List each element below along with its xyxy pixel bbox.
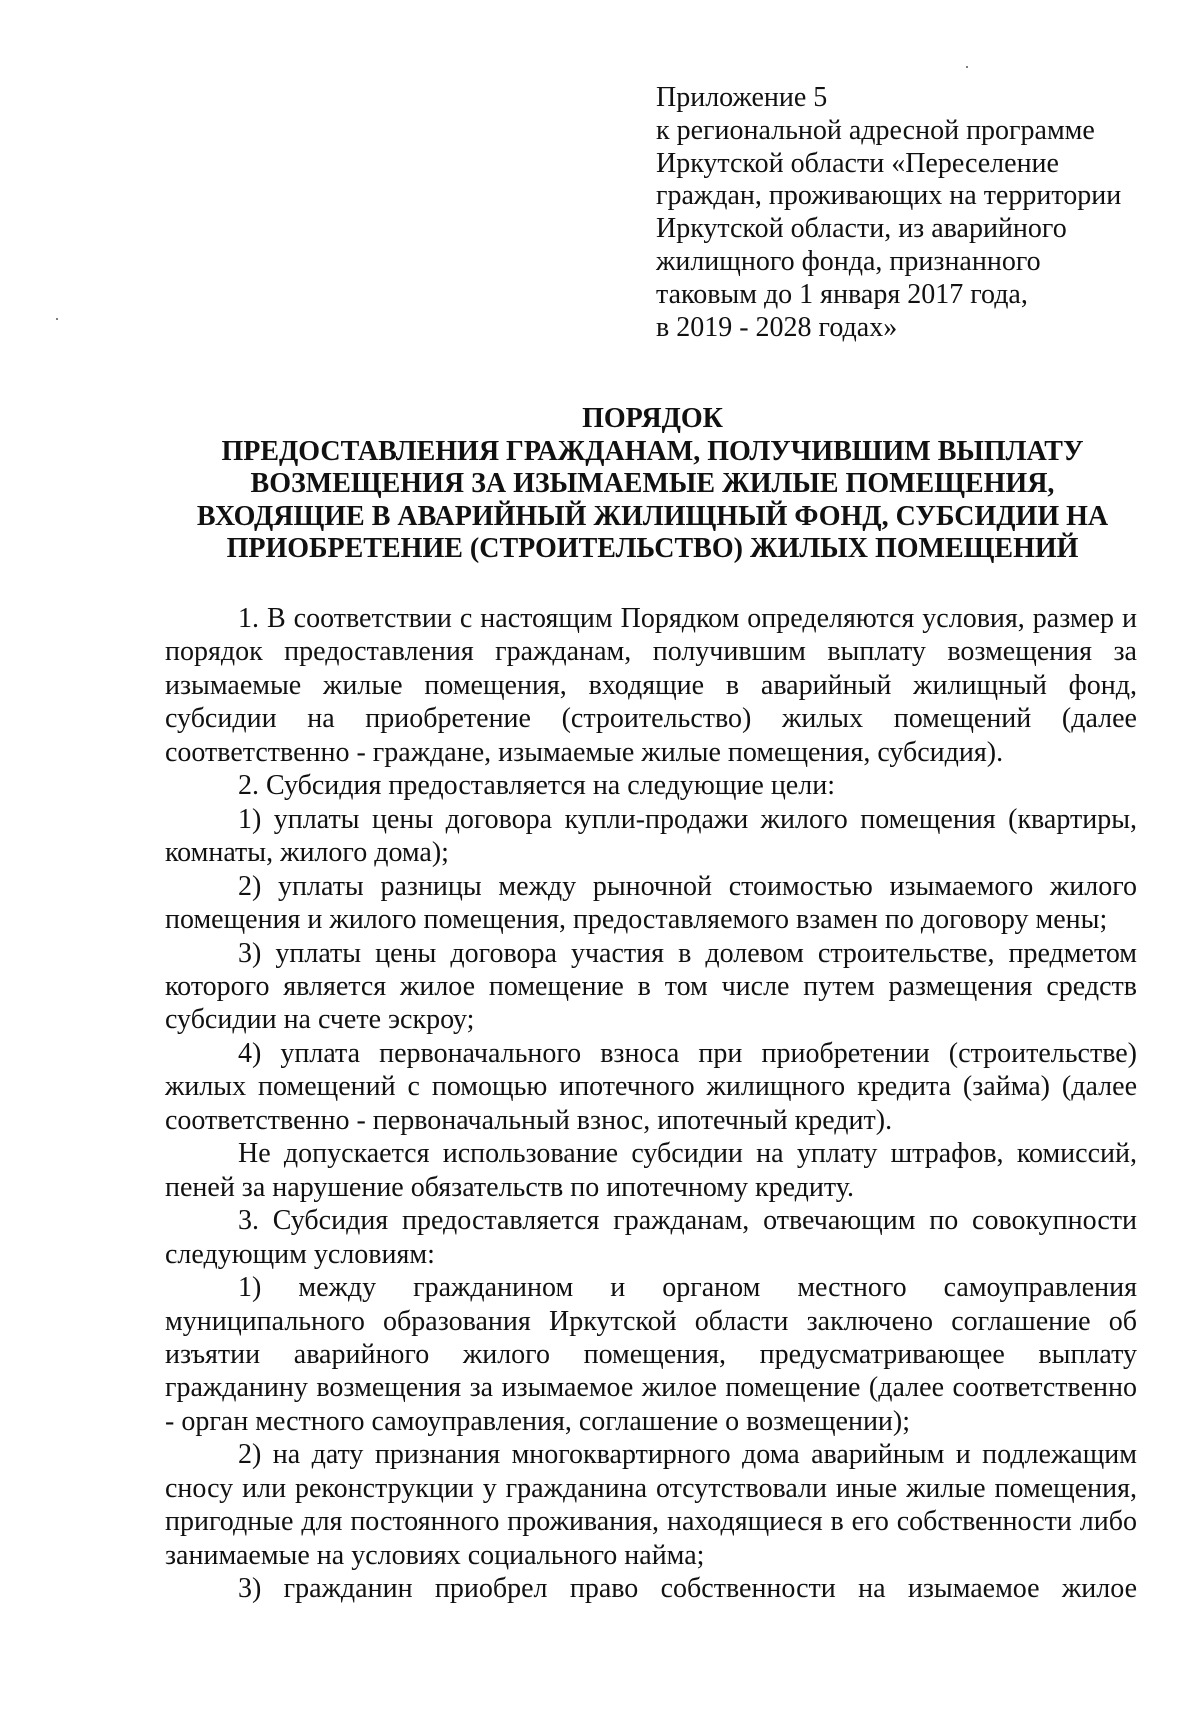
paragraph: 3) гражданин приобрел право собственности на изымаемое жилое	[238, 1573, 1137, 1605]
paragraph: 4) уплата первоначального взноса при приобретении (строительстве) жилых помещений с помощью ипотечного жилищного кредита (займа) (далее соответственно - первоначальный взнос, ипотечный кредит).	[165, 1037, 1137, 1136]
paragraph: 3. Субсидия предоставляется гражданам, отвечающим по совокупности следующим условиям:	[165, 1205, 1137, 1270]
appendix-line: Иркутской области, из аварийного	[656, 213, 1067, 245]
scan-speck	[966, 66, 968, 68]
document-title	[120, 403, 1185, 566]
title-line: ПРИОБРЕТЕНИЕ (СТРОИТЕЛЬСТВО) ЖИЛЫХ ПОМЕЩЕНИЙ	[226, 533, 1079, 564]
paragraph: 1. В соответствии с настоящим Порядком определяются условия, размер и порядок предоставления гражданам, получившим выплату возмещения за изымаемые жилые помещения, входящие в аварийный жилищный фонд, субсидии на приобретение (строительство) жилых помещений (далее соответственно - граждане, изымаемые жилые помещения, субсидия).	[165, 603, 1137, 768]
title-line: ВОЗМЕЩЕНИЯ ЗА ИЗЫМАЕМЫЕ ЖИЛЫЕ ПОМЕЩЕНИЯ,	[250, 468, 1055, 499]
paragraph: 1) уплаты цены договора купли-продажи жилого помещения (квартиры, комнаты, жилого дома);	[165, 803, 1137, 869]
paragraph: 2. Субсидия предоставляется на следующие цели:	[238, 770, 835, 802]
appendix-line: Приложение 5	[656, 82, 828, 113]
appendix-line: граждан, проживающих на территории	[656, 180, 1122, 212]
appendix-line: таковым до 1 января 2017 года,	[656, 278, 1028, 310]
paragraph: Не допускается использование субсидии на уплату штрафов, комиссий, пеней за нарушение обязательств по ипотечному кредиту.	[165, 1138, 1137, 1203]
title-line: ПРЕДОСТАВЛЕНИЯ ГРАЖДАНАМ, ПОЛУЧИВШИМ ВЫПЛАТУ	[221, 435, 1084, 467]
document-body	[165, 602, 1137, 1606]
paragraph: 2) на дату признания многоквартирного дома аварийным и подлежащим сносу или реконструкции у гражданина отсутствовали иные жилые помещения, пригодные для постоянного проживания, находящиеся в его собственности либо занимаемые на условиях социального найма;	[165, 1439, 1137, 1571]
paragraph: 3) уплаты цены договора участия в долевом строительстве, предметом которого является жилое помещение в том числе путем размещения средств субсидии на счете эскроу;	[165, 937, 1137, 1036]
appendix-line: жилищного фонда, признанного	[656, 245, 1041, 277]
appendix-line: Иркутской области «Переселение	[656, 147, 1059, 179]
paragraph: 2) уплаты разницы между рыночной стоимостью изымаемого жилого помещения и жилого помещения, предоставляемого взамен по договору мены;	[165, 870, 1137, 936]
appendix-line: в 2019 - 2028 годах»	[656, 311, 898, 343]
title-line: ВХОДЯЩИЕ В АВАРИЙНЫЙ ЖИЛИЩНЫЙ ФОНД, СУБСИДИИ НА	[196, 500, 1109, 532]
scan-speck	[56, 318, 58, 320]
paragraph: 1) между гражданином и органом местного самоуправления муниципального образования Иркутской области заключено соглашение об изъятии аварийного жилого помещения, предусматривающее выплату гражданину возмещения за изымаемое жилое помещение (далее соответственно - орган местного самоуправления, соглашение о возмещении);	[165, 1272, 1137, 1437]
appendix-header	[656, 82, 1156, 344]
title-line: ПОРЯДОК	[582, 403, 723, 434]
appendix-line: к региональной адресной программе	[656, 114, 1095, 146]
